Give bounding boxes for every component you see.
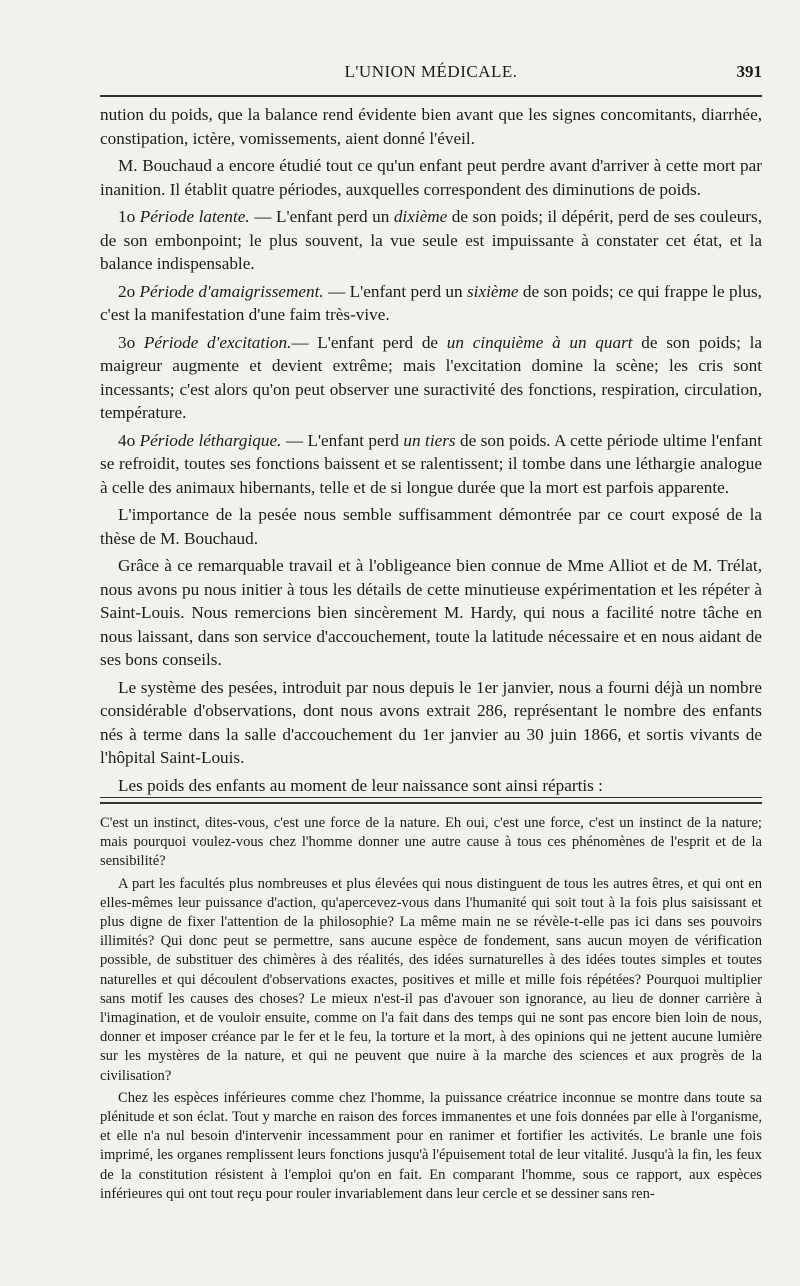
paragraph-text: de son poids; la maigreur augmente et devient extrême; mais l'excitation domine la scène; les cris sont incessants; c'est alors qu'on peut observer une suractivité des fonctions, respiration, circulation, température. <box>100 332 762 422</box>
paragraph-text: — L'enfant perd de <box>291 332 447 352</box>
period-heading: Période d'amaigrissement. <box>139 281 324 301</box>
period-number: 2o <box>118 281 136 301</box>
paragraph: L'importance de la pesée nous semble suffisamment démontrée par ce court exposé de la thèse de M. Bouchaud. <box>100 505 762 548</box>
emphasis: sixième <box>466 281 519 301</box>
emphasis: un tiers <box>403 430 456 450</box>
emphasis: dixième <box>393 207 448 226</box>
footnote-separator <box>100 797 762 804</box>
paragraph-text: de son poids; ce qui frappe le plus, c'est la manifestation d'une faim très-vive. <box>100 281 762 324</box>
period-heading: Période léthargique. <box>139 430 282 450</box>
running-header <box>100 60 762 90</box>
period-paragraph <box>100 331 762 425</box>
period-number: 1o <box>118 207 136 226</box>
period-paragraph <box>100 429 762 500</box>
period-paragraph <box>100 280 762 327</box>
paragraph-text: — L'enfant perd <box>281 430 404 450</box>
main-text <box>100 103 762 801</box>
period-paragraph <box>100 205 762 276</box>
paragraph-text: — L'enfant perd un <box>323 281 467 301</box>
paragraph-text: — L'enfant perd un <box>249 207 394 226</box>
period-number: 3o <box>118 332 136 352</box>
header-rule <box>100 95 762 97</box>
paragraph: Le système des pesées, introduit par nous depuis le 1er janvier, nous a fourni déjà un nombre considérable d'observations, dont nous avons extrait 286, représentant le nombre des enfants nés à terme dans la salle d'accouchement du 1er janvier au 30 juin 1866, et sortis vivants de l'hôpital Saint-Louis. <box>100 677 762 767</box>
page-number: 391 <box>736 62 762 81</box>
paragraph: M. Bouchaud a encore étudié tout ce qu'un enfant peut perdre avant d'arriver à cette mort par inanition. Il établit quatre périodes, auxquelles correspondent des diminutions de poids. <box>100 156 762 199</box>
period-heading: Période d'excitation. <box>143 332 292 352</box>
footnote-paragraph: C'est un instinct, dites-vous, c'est une force de la nature. Eh oui, c'est une force, c'est un instinct de la nature; mais pourquoi voulez-vous chez l'homme donner une autre cause à tous ces phénomènes de l'esprit et de la sensibilité? <box>100 815 762 870</box>
period-heading: Période latente. <box>139 207 250 226</box>
paragraph-text: de son poids; il dépérit, perd de ses couleurs, de son embonpoint; le plus souvent, la vue seule est impuissante à constater cet état, et la balance indispensable. <box>100 207 762 273</box>
paragraph: nution du poids, que la balance rend évidente bien avant que les signes concomitants, diarrhée, constipation, ictère, vomissements, aient donné l'éveil. <box>100 105 762 148</box>
period-number: 4o <box>118 430 136 450</box>
paragraph: Les poids des enfants au moment de leur naissance sont ainsi répartis : <box>118 775 603 795</box>
emphasis: un cinquième à un quart <box>446 332 633 352</box>
footnote-paragraph: Chez les espèces inférieures comme chez l'homme, la puissance créatrice inconnue se montre dans toute sa plénitude et son éclat. Tout y marche en raison des forces immanentes et une fois données par elle à l'organisme, et elle n'a nul besoin d'intervenir incessamment pour en ranimer et fortifier les activités. Le branle une fois imprimé, les organes remplissent leurs fonctions jusqu'à l'épuisement total de leur vitalité. Jusqu'à la fin, les feux de la constitution résistent à l'emploi qu'on en fait. En comparant l'homme, sous ce rapport, aux espèces inférieures qui ont tout reçu pour rouler invariablement dans leur cercle et se dessiner sans ren- <box>100 1089 762 1202</box>
paragraph-text: de son poids. A cette période ultime l'enfant se refroidit, toutes ses fonctions baissent et se ralentissent; il tombe dans une léthargie analogue à celle des animaux hibernants, telle et de si longue durée que la mort est parfois apparente. <box>100 430 762 497</box>
footnote-paragraph: A part les facultés plus nombreuses et plus élevées qui nous distinguent de tous les autres êtres, et qui ont en elles-mêmes leur puissance d'action, qu'apercevez-vous dans l'humanité qui soit tout à la fois plus saisissant et plus digne de fixer l'attention de la philosophie? La même main ne se révèle-t-elle pas ici dans ses pouvoirs illimités? Qui donc peut se permettre, sans aucune espèce de fondement, sans aucun moyen de vérification possible, de substituer des chimères à des réalités, des idées surnaturelles à des idées toutes simples et toutes naturelles et qui découlent d'observations exactes, positives et mille et mille fois répétées? Pourquoi multiplier sans motif les causes des choses? Le mieux n'est-il pas d'avouer son ignorance, au lieu de donner carrière à l'imagination, et de vouloir ensuite, comme on l'a fait dans des temps qui ne sont pas encore bien loin de nous, donner et imposer créance par le fer et le feu, la torture et la mort, à des opinions qui ne jettent aucune lumière sur les mystères de la nature, et qui ne peuvent que nuire à la marche des sciences et aux progrès de la civilisation? <box>100 875 762 1084</box>
journal-title: L'UNION MÉDICALE. <box>344 62 518 81</box>
paragraph: Grâce à ce remarquable travail et à l'obligeance bien connue de Mme Alliot et de M. Trélat, nous avons pu nous initier à tous les détails de cette minutieuse expérimentation et les répéter à Saint-Louis. Nous remercions bien sincèrement M. Hardy, qui nous a facilité notre tâche en nous laissant, dans son service d'accouchement, toute la latitude nécessaire et en nous aidant de ses bons conseils. <box>100 556 762 669</box>
footnote-text <box>100 814 762 1207</box>
